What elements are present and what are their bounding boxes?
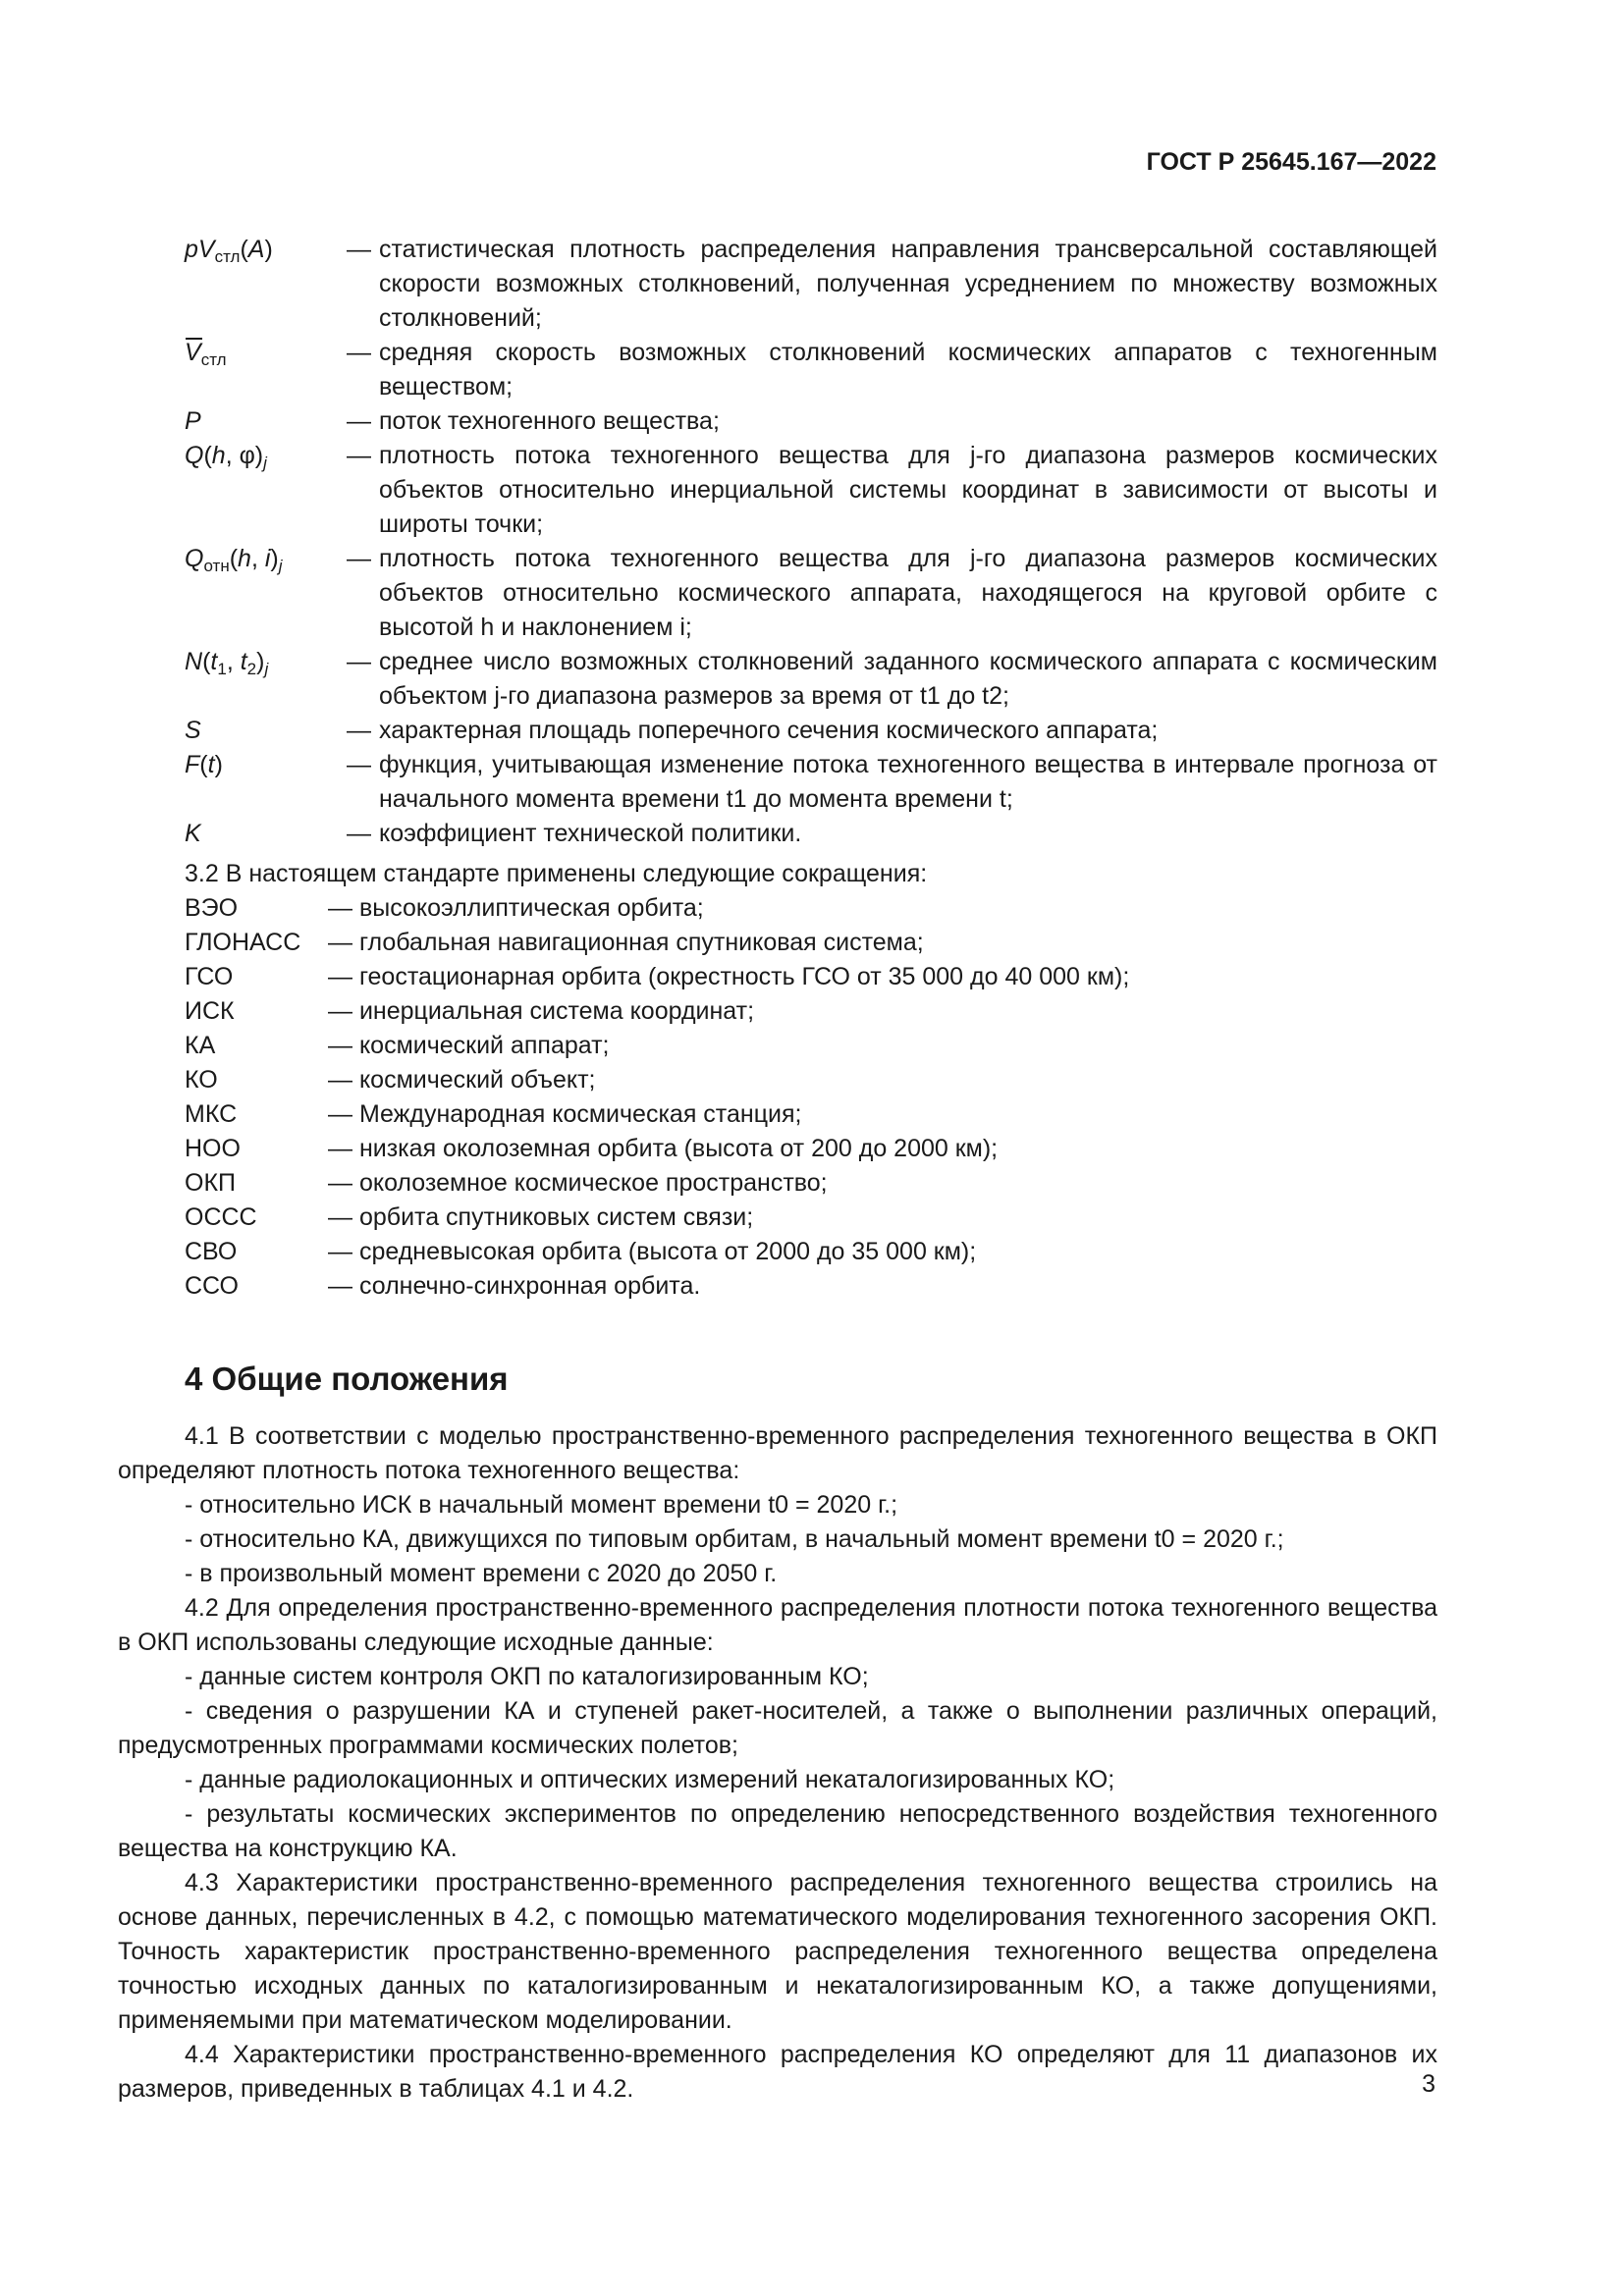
abbreviation-desc: — высокоэллиптическая орбита; xyxy=(328,894,704,922)
symbol-desc: характерная площадь поперечного сечения космического аппарата; xyxy=(379,717,1159,744)
abbreviation-row xyxy=(185,1132,1437,1166)
symbol-row: F(t) — функция, учитывающая изменение потока техногенного вещества в интервале прогноза от начального момента времени t1 до момента времени t; xyxy=(185,748,1437,817)
abbreviation-desc: — околоземное космическое пространство; xyxy=(328,1169,828,1197)
abbreviation-desc: — инерциальная система координат; xyxy=(328,997,755,1025)
page-number: 3 xyxy=(1422,2070,1435,2098)
symbols-list xyxy=(185,233,1437,1304)
section-title: 4 Общие положения xyxy=(185,1361,509,1397)
abbreviation-term: ИСК xyxy=(185,997,235,1025)
symbol-row: P — поток техногенного вещества; xyxy=(185,404,1437,439)
symbol-desc: поток техногенного вещества; xyxy=(379,407,720,435)
symbol-qotn: $Q_{отн}(h$, $i)_j$ xyxy=(185,545,283,575)
symbol-n: $N(t_1$, $t_2)_j$ xyxy=(185,648,269,678)
abbreviation-term: НОО xyxy=(185,1135,241,1162)
paragraph: - относительно КА, движущихся по типовым орбитам, в начальный момент времени t0 = 2020 г.; xyxy=(185,1525,1284,1553)
symbol-row: $N(t_1$, $t_2)_j$ — среднее число возможных столкновений заданного космического аппарата с космическим объектом j-го диапазона размеров за время от t1 до t2; xyxy=(185,645,1437,714)
symbol-row: Q(h, $\varphi)_j$ — плотность потока техногенного вещества для j-го диапазона размеров космических объектов относительно инерциальной системы координат в зависимости от высоты и широты точки; xyxy=(185,439,1437,542)
abbreviation-desc: — геостационарная орбита (окрестность ГСО от 35 000 до 40 000 км); xyxy=(328,963,1130,990)
symbol-desc: средняя скорость возможных столкновений космических аппаратов с техногенным веществом; xyxy=(379,339,1437,400)
abbreviation-desc: — глобальная навигационная спутниковая система; xyxy=(328,929,924,956)
abbreviation-term: МКС xyxy=(185,1100,238,1128)
abbreviation-desc: — низкая околоземная орбита (высота от 200 до 2000 км); xyxy=(328,1135,999,1162)
symbol-row: K — коэффициент технической политики. xyxy=(185,817,1437,851)
abbreviation-term: ОКП xyxy=(185,1169,236,1197)
abbreviation-row xyxy=(185,1063,1437,1097)
abbreviation-row xyxy=(185,994,1437,1029)
abbreviation-row xyxy=(185,1029,1437,1063)
paragraph: - результаты космических экспериментов по определению непосредственного воздействия техногенного вещества на конструкцию КА. xyxy=(118,1800,1437,1862)
symbol-vstl-mean: $V_{стл}$ xyxy=(185,336,347,370)
abbreviation-row xyxy=(185,1235,1437,1269)
symbol-desc: коэффициент технической политики. xyxy=(379,820,802,847)
symbol-row: $pV_{стл}(A)$ — статистическая плотность распределения направления трансверсальной составляющей скорости возможных столкновений, полученная усреднением по множеству возможных столкновений; xyxy=(185,233,1437,336)
abbreviation-term: КА xyxy=(185,1032,216,1059)
paragraph: - данные систем контроля ОКП по каталогизированным КО; xyxy=(185,1663,869,1690)
paragraph: 4.2 Для определения пространственно-временного распределения плотности потока техногенного вещества в ОКП использованы следующие исходные данные: xyxy=(118,1594,1437,1656)
paragraph: - данные радиолокационных и оптических измерений некаталогизированных КО; xyxy=(185,1766,1115,1793)
symbol-s: S xyxy=(185,717,201,744)
abbreviation-term: ССО xyxy=(185,1272,240,1300)
symbol-desc: среднее число возможных столкновений заданного космического аппарата с космическим объектом j-го диапазона размеров за время от t1 до t2; xyxy=(379,648,1437,710)
abbreviation-row xyxy=(185,1269,1437,1304)
abbreviation-desc: — орбита спутниковых систем связи; xyxy=(328,1203,754,1231)
paragraph: 4.1 В соответствии с моделью пространственно-временного распределения техногенного вещества в ОКП определяют плотность потока техногенного вещества: xyxy=(118,1422,1437,1484)
abbreviation-row xyxy=(185,891,1437,926)
paragraph: - относительно ИСК в начальный момент времени t0 = 2020 г.; xyxy=(185,1491,898,1519)
symbol-q: Q(h, $\varphi)_j$ xyxy=(185,442,267,472)
abbreviation-desc: — космический аппарат; xyxy=(328,1032,610,1059)
symbol-desc: плотность потока техногенного вещества для j-го диапазона размеров космических объектов относительно инерциальной системы координат в зависимости от высоты и широты точки; xyxy=(379,442,1437,538)
abbreviation-term: ГЛОНАСС xyxy=(185,929,301,956)
paragraph: 4.3 Характеристики пространственно-временного распределения техногенного вещества строились на основе данных, перечисленных в 4.2, с помощью математического моделирования техногенного засорения ОКП. Точность характеристик пространственно-временного распределения техногенного вещества определена точностью исходных данных по каталогизированным и некаталогизированным КО, а также допущениями, применяемыми при математическом моделировании. xyxy=(118,1869,1437,2034)
paragraph: - сведения о разрушении КА и ступеней ракет-носителей, а также о выполнении различных операций, предусмотренных программами космических полетов; xyxy=(118,1697,1437,1759)
abbreviation-desc: — солнечно-синхронная орбита. xyxy=(328,1272,701,1300)
symbol-pvstl: $pV_{стл}(A)$ xyxy=(185,236,273,266)
abbreviation-row xyxy=(185,926,1437,960)
abbreviation-term: КО xyxy=(185,1066,218,1094)
abbreviation-row xyxy=(185,1166,1437,1201)
abbreviation-row xyxy=(185,960,1437,994)
document-header: ГОСТ Р 25645.167—2022 xyxy=(1146,148,1436,176)
abbreviation-term: СВО xyxy=(185,1238,238,1265)
abbreviation-term: ОССС xyxy=(185,1203,257,1231)
symbol-row: $Q_{отн}(h$, $i)_j$ — плотность потока техногенного вещества для j-го диапазона размеров космических объектов относительно космического аппарата, находящегося на круговой орбите с высотой h и наклонением i; xyxy=(185,542,1437,645)
symbol-f: F(t) xyxy=(185,751,223,778)
abbreviation-term: ГСО xyxy=(185,963,234,990)
abbreviation-term: ВЭО xyxy=(185,894,239,922)
abbreviation-desc: — Международная космическая станция; xyxy=(328,1100,802,1128)
symbol-row: S — характерная площадь поперечного сечения космического аппарата; xyxy=(185,714,1437,748)
paragraph: - в произвольный момент времени с 2020 до 2050 г. xyxy=(185,1560,778,1587)
abbreviation-row xyxy=(185,1201,1437,1235)
symbol-desc: функция, учитывающая изменение потока техногенного вещества в интервале прогноза от начального момента времени t1 до момента времени t; xyxy=(379,751,1437,813)
abbreviations-list xyxy=(185,891,1437,1304)
section-body xyxy=(118,1419,1437,2107)
paragraph: 4.4 Характеристики пространственно-временного распределения КО определяют для 11 диапазонов их размеров, приведенных в таблицах 4.1 и 4.2. xyxy=(118,2041,1437,2103)
abbreviation-desc: — средневысокая орбита (высота от 2000 до 35 000 км); xyxy=(328,1238,977,1265)
symbol-row: $V_{стл}$ — средняя скорость возможных столкновений космических аппаратов с техногенным веществом; xyxy=(185,336,1437,404)
abbreviations-intro: 3.2 В настоящем стандарте применены следующие сокращения: xyxy=(185,860,928,887)
symbol-desc: плотность потока техногенного вещества для j-го диапазона размеров космических объектов относительно космического аппарата, находящегося на круговой орбите с высотой h и наклонением i; xyxy=(379,545,1437,641)
abbreviation-desc: — космический объект; xyxy=(328,1066,596,1094)
symbol-k: K xyxy=(185,820,201,847)
symbol-p: P xyxy=(185,407,201,435)
symbol-desc: статистическая плотность распределения направления трансверсальной составляющей скорости возможных столкновений, полученная усреднением по множеству возможных столкновений; xyxy=(379,236,1437,332)
abbreviation-row xyxy=(185,1097,1437,1132)
